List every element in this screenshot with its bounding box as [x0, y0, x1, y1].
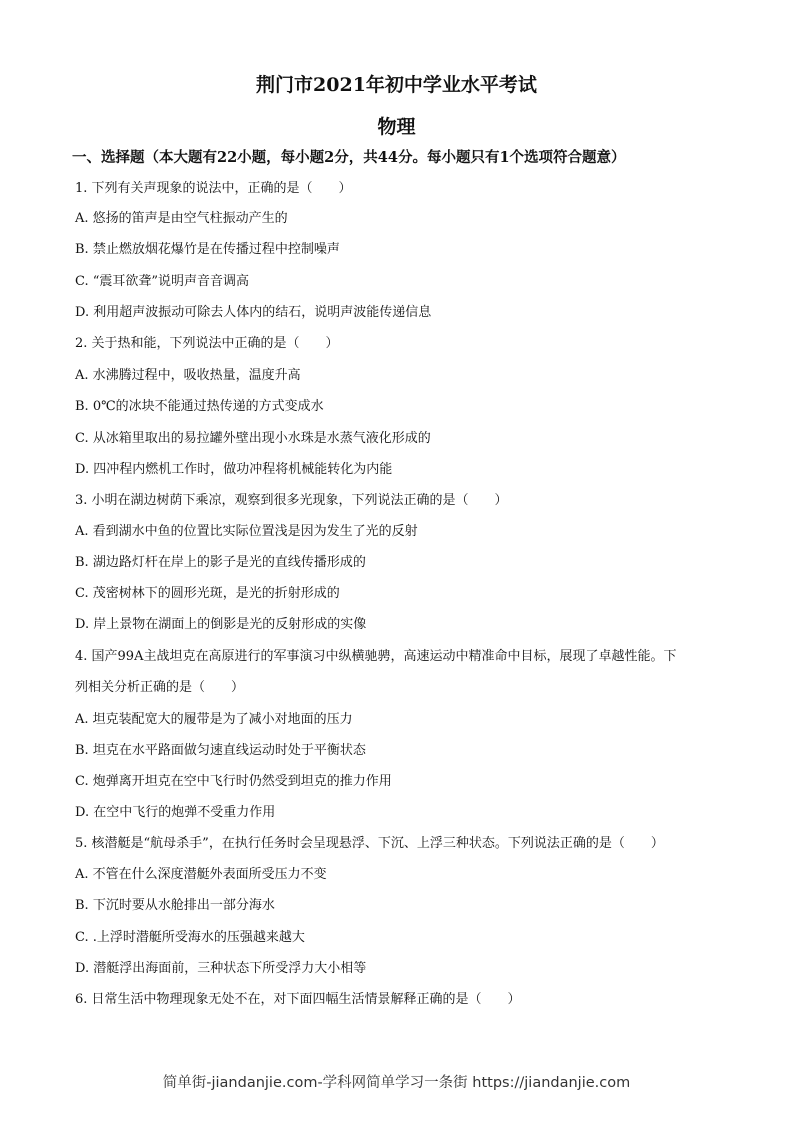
- question-1: 1. 下列有关声现象的说法中，正确的是（ ）: [75, 181, 352, 196]
- option-5c: C. .上浮时潜艇所受海水的压强越来越大: [75, 930, 305, 945]
- option-3d: D. 岸上景物在湖面上的倒影是光的反射形成的实像: [75, 617, 367, 632]
- option-3c: C. 茂密树林下的圆形光斑，是光的折射形成的: [75, 586, 340, 601]
- footer-watermark: 简单街-jiandanjie.com-学科网简单学习一条街 https://jiandanjie.com: [162, 1075, 631, 1091]
- question-5: 5. 核潜艇是“航母杀手”，在执行任务时会呈现悬浮、下沉、上浮三种状态。下列说法正确的是（ ）: [75, 836, 664, 851]
- option-5b: B. 下沉时要从水舱排出一部分海水: [75, 898, 275, 913]
- question-3: 3. 小明在湖边树荫下乘凉，观察到很多光现象，下列说法正确的是（ ）: [75, 493, 508, 508]
- exam-subject: 物理: [377, 116, 416, 138]
- option-4a: A. 坦克装配宽大的履带是为了减小对地面的压力: [75, 712, 353, 727]
- option-2d: D. 四冲程内燃机工作时，做功冲程将机械能转化为内能: [75, 462, 393, 477]
- question-4-cont: 列相关分析正确的是（ ）: [75, 680, 245, 695]
- question-2: 2. 关于热和能，下列说法中正确的是（ ）: [75, 336, 339, 351]
- option-5d: D. 潜艇浮出海面前，三种状态下所受浮力大小相等: [75, 961, 367, 976]
- option-1d: D. 利用超声波振动可除去人体内的结石，说明声波能传递信息: [75, 305, 432, 320]
- option-4c: C. 炮弹离开坦克在空中飞行时仍然受到坦克的推力作用: [75, 774, 392, 789]
- section-heading: 一、选择题（本大题有22小题，每小题2分，共44分。每小题只有1个选项符合题意）: [72, 149, 626, 166]
- option-1a: A. 悠扬的笛声是由空气柱振动产生的: [75, 211, 288, 226]
- option-1c: C. “震耳欲聋”说明声音音调高: [75, 274, 250, 289]
- option-4d: D. 在空中飞行的炮弹不受重力作用: [75, 805, 276, 820]
- question-6: 6. 日常生活中物理现象无处不在，对下面四幅生活情景解释正确的是（ ）: [75, 992, 521, 1007]
- option-2c: C. 从冰箱里取出的易拉罐外壁出现小水珠是水蒸气液化形成的: [75, 431, 431, 446]
- option-2b: B. 0℃的冰块不能通过热传递的方式变成水: [75, 399, 324, 414]
- option-2a: A. 水沸腾过程中，吸收热量，温度升高: [75, 368, 301, 383]
- option-5a: A. 不管在什么深度潜艇外表面所受压力不变: [75, 867, 327, 882]
- exam-title: 荆门市2021年初中学业水平考试: [256, 74, 537, 96]
- option-1b: B. 禁止燃放烟花爆竹是在传播过程中控制噪声: [75, 242, 340, 257]
- option-4b: B. 坦克在水平路面做匀速直线运动时处于平衡状态: [75, 743, 366, 758]
- option-3a: A. 看到湖水中鱼的位置比实际位置浅是因为发生了光的反射: [75, 524, 418, 539]
- question-4: 4. 国产99A主战坦克在高原进行的军事演习中纵横驰骋，高速运动中精准命中目标，展现了卓越性能。下: [75, 649, 677, 664]
- option-3b: B. 湖边路灯杆在岸上的影子是光的直线传播形成的: [75, 555, 366, 570]
